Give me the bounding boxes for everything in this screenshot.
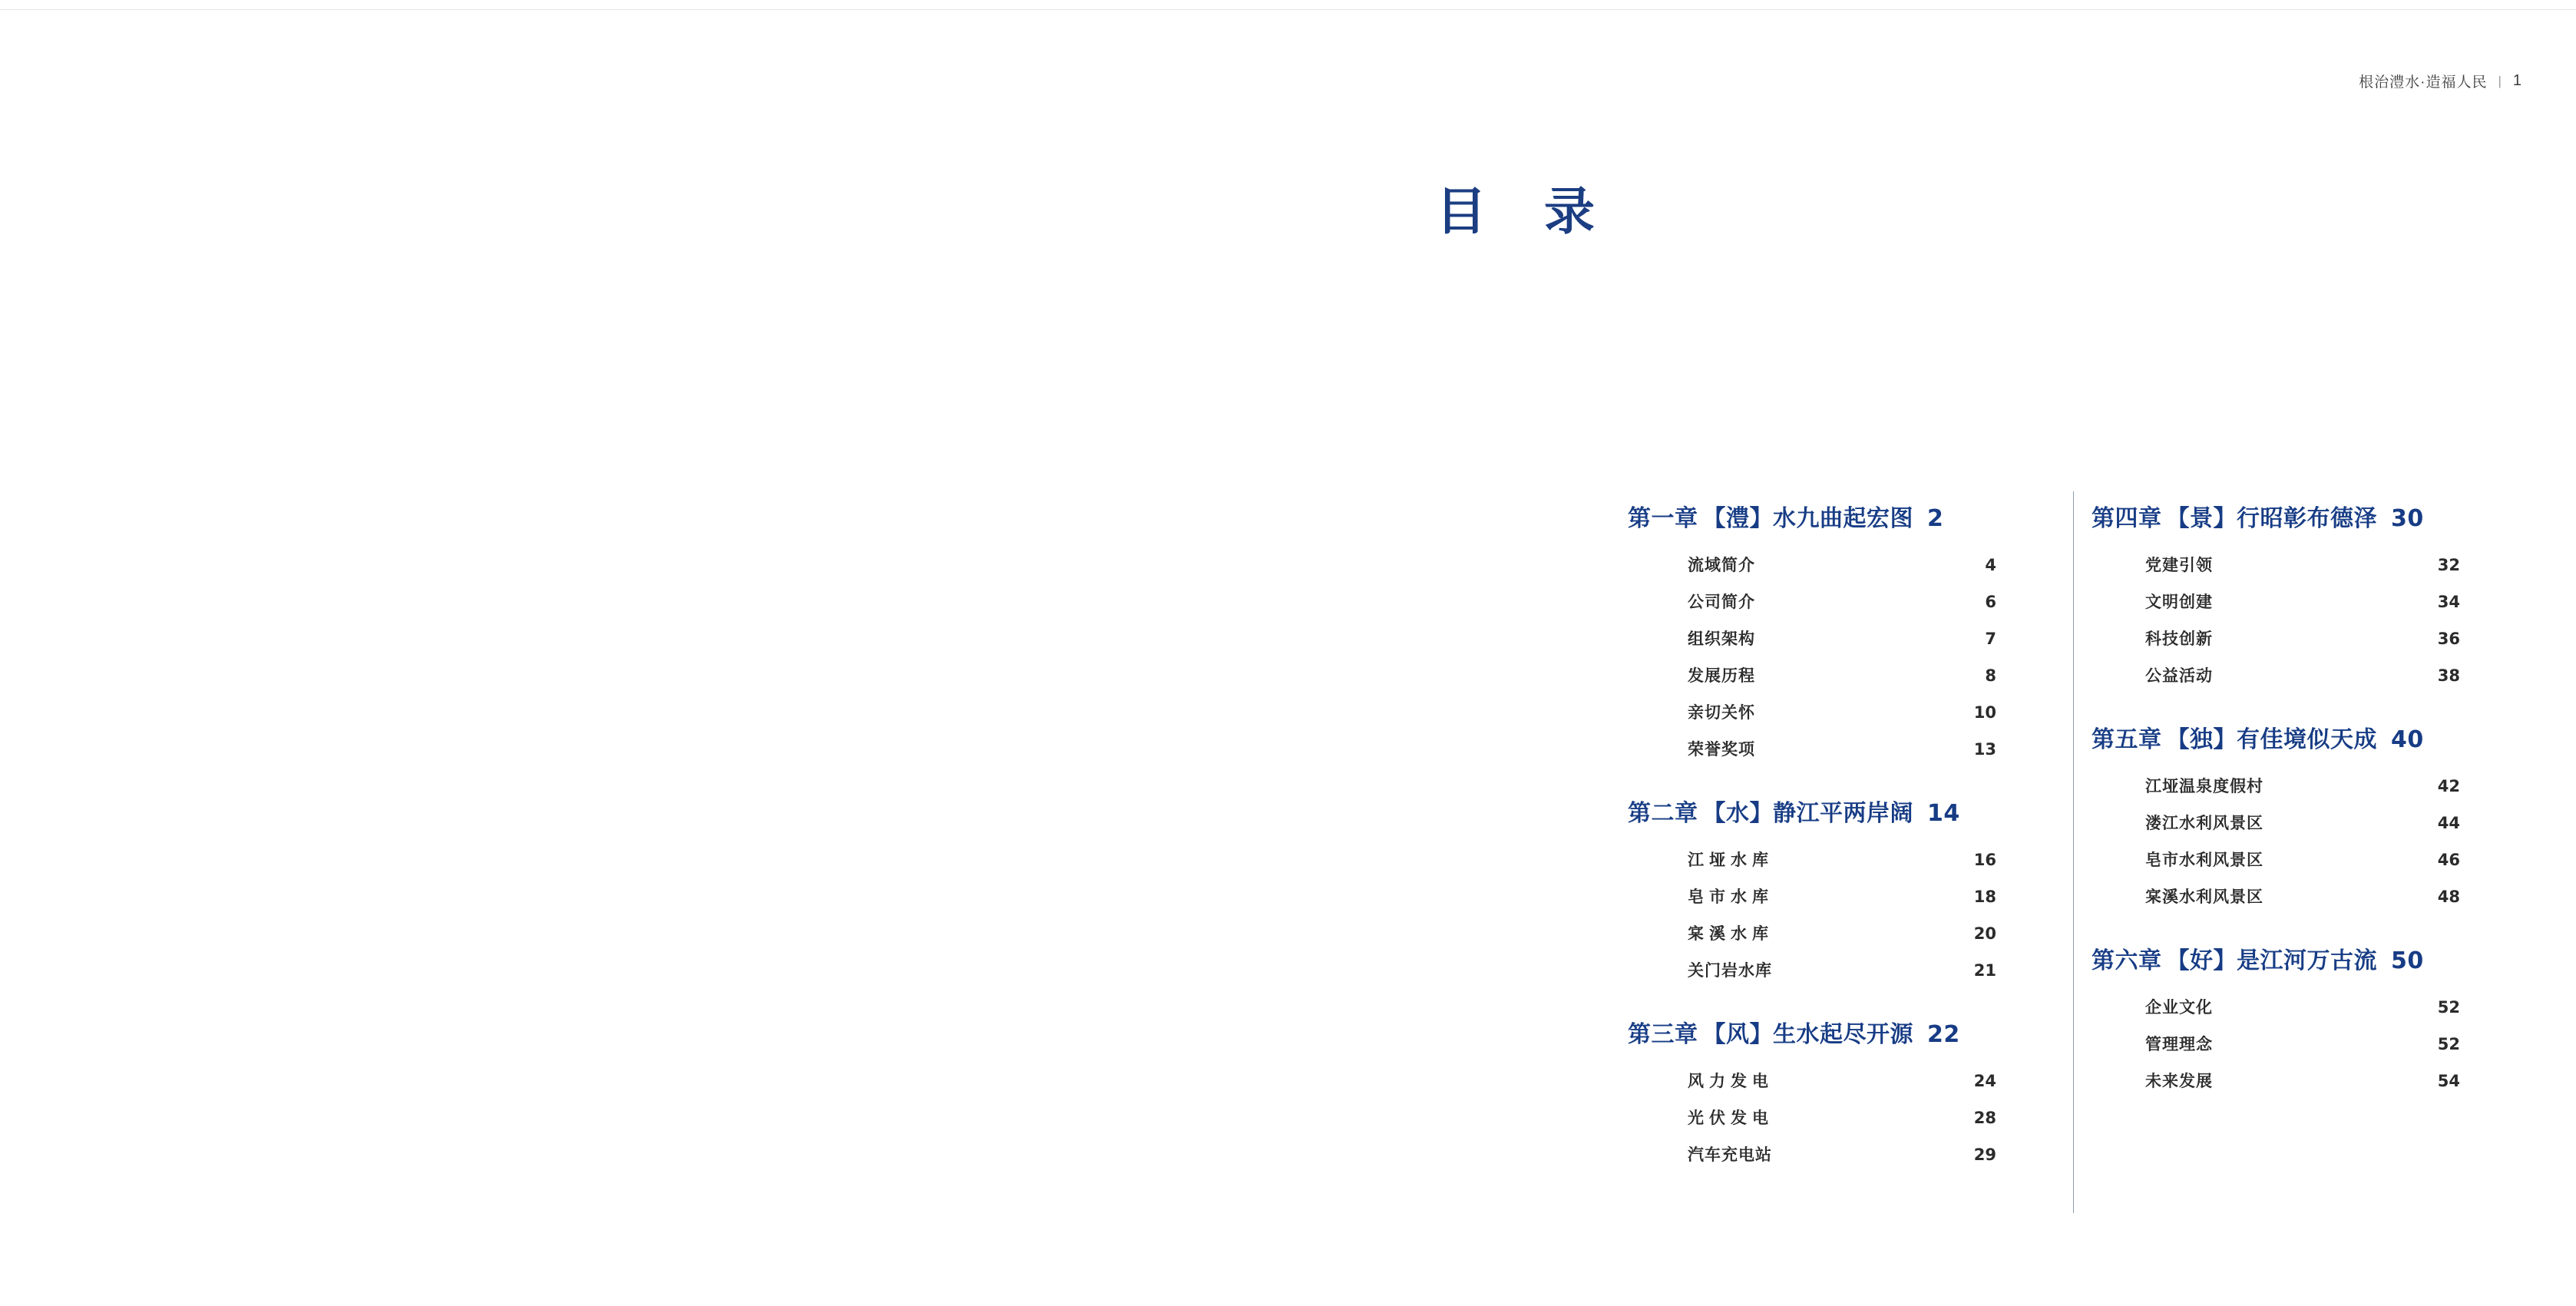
- toc-entry-name: 江垭水库: [1688, 851, 1774, 869]
- toc-entry-name: 组织架构: [1688, 630, 1755, 648]
- toc-entry-page: 42: [2437, 777, 2460, 795]
- toc-entry-list: [2092, 774, 2460, 908]
- toc-entry-page: 7: [1985, 630, 1996, 648]
- toc-entry-name: 未来发展: [2145, 1072, 2213, 1090]
- toc-entry[interactable]: [2145, 590, 2460, 613]
- toc-entry-page: 8: [1985, 666, 1996, 685]
- toc-entry-page: 18: [1973, 888, 1996, 906]
- toc-entry-page: 52: [2437, 998, 2460, 1017]
- toc-entry-page: 29: [1973, 1146, 1996, 1164]
- toc-chapter[interactable]: [2092, 499, 2460, 686]
- toc-chapter-heading[interactable]: [2092, 720, 2460, 754]
- toc-entry-page: 20: [1973, 924, 1996, 943]
- toc-chapter-title: 【独】有佳境似天成: [2166, 726, 2377, 753]
- toc-entry-page: 13: [1973, 740, 1996, 759]
- toc-entry-page: 24: [1973, 1072, 1996, 1090]
- toc-entry-page: 34: [2437, 593, 2460, 611]
- toc-entry-name: 发展历程: [1688, 666, 1755, 685]
- toc-column-right: [2044, 499, 2460, 1165]
- toc-entry[interactable]: [2145, 1032, 2460, 1055]
- toc-chapter[interactable]: [1628, 499, 1996, 760]
- running-header-page-number: 1: [2512, 72, 2522, 89]
- toc-entry[interactable]: [2145, 995, 2460, 1018]
- toc-entry-name: 汽车充电站: [1688, 1146, 1772, 1164]
- toc-entry[interactable]: [1688, 700, 1996, 723]
- toc-entry-name: 江垭温泉度假村: [2145, 777, 2264, 795]
- toc-chapter-heading[interactable]: [1628, 1015, 1996, 1049]
- toc-chapter-title: 【好】是江河万古流: [2166, 947, 2377, 974]
- toc-chapter-heading[interactable]: [2092, 941, 2460, 975]
- toc-entry-name: 亲切关怀: [1688, 703, 1755, 722]
- toc-entry-page: 48: [2437, 888, 2460, 906]
- running-header-text: 根治澧水·造福人民: [2359, 74, 2488, 91]
- toc-entry-name: 溇江水利风景区: [2145, 814, 2264, 832]
- toc-entry[interactable]: [2145, 553, 2460, 576]
- toc-entry-page: 36: [2437, 630, 2460, 648]
- toc-entry-page: 10: [1973, 703, 1996, 722]
- toc-entry-page: 52: [2437, 1035, 2460, 1053]
- toc-chapter[interactable]: [1628, 1015, 1996, 1165]
- toc-entry-page: 6: [1985, 593, 1996, 611]
- toc-entry[interactable]: [1688, 737, 1996, 760]
- toc-chapter-page: 50: [2391, 947, 2424, 974]
- toc-entry[interactable]: [1688, 1106, 1996, 1129]
- toc-chapter-label: 第四章: [2092, 505, 2162, 532]
- toc-entry-list: [2092, 553, 2460, 686]
- toc-chapter-title: 【景】行昭彰布德泽: [2166, 505, 2377, 532]
- running-header: [2359, 71, 2522, 91]
- toc-entry[interactable]: [2145, 774, 2460, 797]
- toc-chapter-page: 14: [1927, 800, 1960, 827]
- toc-entry-name: 风力发电: [1688, 1072, 1774, 1090]
- toc-entry-name: 公益活动: [2145, 666, 2213, 685]
- toc-entry-name: 管理理念: [2145, 1035, 2213, 1053]
- toc-entry-name: 光伏发电: [1688, 1109, 1774, 1127]
- toc-entry[interactable]: [2145, 663, 2460, 686]
- toc-chapter-heading[interactable]: [1628, 499, 1996, 533]
- toc-entry[interactable]: [1688, 884, 1996, 908]
- toc-entry[interactable]: [1688, 958, 1996, 981]
- page-title: 目 录: [1436, 182, 1615, 241]
- running-header-separator: |: [2498, 73, 2502, 88]
- toc-entry-page: 21: [1973, 961, 1996, 980]
- table-of-contents: [1628, 499, 2488, 1165]
- toc-chapter-label: 第六章: [2092, 947, 2162, 974]
- toc-entry[interactable]: [1688, 921, 1996, 944]
- toc-entry-page: 16: [1973, 851, 1996, 869]
- toc-entry-name: 宲溪水库: [1688, 924, 1774, 943]
- toc-column-left: [1628, 499, 2044, 1165]
- toc-chapter-page: 30: [2391, 505, 2424, 532]
- toc-entry-list: [1628, 553, 1996, 760]
- toc-chapter[interactable]: [2092, 720, 2460, 908]
- toc-entry-name: 皂市水库: [1688, 888, 1774, 906]
- toc-chapter-heading[interactable]: [2092, 499, 2460, 533]
- toc-chapter-page: 40: [2391, 726, 2424, 753]
- toc-entry-name: 科技创新: [2145, 630, 2213, 648]
- toc-entry-name: 关门岩水库: [1688, 961, 1772, 980]
- toc-entry[interactable]: [1688, 1069, 1996, 1092]
- toc-entry-page: 4: [1985, 556, 1996, 574]
- toc-entry[interactable]: [1688, 848, 1996, 871]
- toc-entry-page: 32: [2437, 556, 2460, 574]
- toc-entry-list: [1628, 1069, 1996, 1165]
- toc-chapter-label: 第五章: [2092, 726, 2162, 753]
- toc-entry-name: 公司简介: [1688, 593, 1755, 611]
- toc-entry[interactable]: [2145, 811, 2460, 834]
- toc-entry-page: 28: [1973, 1109, 1996, 1127]
- toc-entry-name: 企业文化: [2145, 998, 2213, 1017]
- toc-entry-page: 44: [2437, 814, 2460, 832]
- toc-entry[interactable]: [1688, 663, 1996, 686]
- toc-entry[interactable]: [2145, 627, 2460, 650]
- toc-chapter-title: 【澧】水九曲起宏图: [1702, 505, 1913, 532]
- toc-entry[interactable]: [1688, 590, 1996, 613]
- toc-chapter-page: 2: [1927, 505, 1944, 532]
- toc-chapter-heading[interactable]: [1628, 794, 1996, 828]
- toc-chapter-label: 第一章: [1628, 505, 1698, 532]
- toc-entry-name: 皂市水利风景区: [2145, 851, 2264, 869]
- toc-entry[interactable]: [2145, 1069, 2460, 1092]
- toc-entry-list: [2092, 995, 2460, 1092]
- toc-entry[interactable]: [2145, 884, 2460, 908]
- toc-entry-name: 文明创建: [2145, 593, 2213, 611]
- page-top-rule: [0, 9, 2576, 10]
- toc-chapter-page: 22: [1927, 1021, 1960, 1048]
- toc-entry[interactable]: [2145, 848, 2460, 871]
- toc-chapter-label: 第三章: [1628, 1021, 1698, 1048]
- toc-chapter-label: 第二章: [1628, 800, 1698, 827]
- toc-entry-name: 宲溪水利风景区: [2145, 888, 2264, 906]
- toc-entry-name: 荣誉奖项: [1688, 740, 1755, 759]
- toc-entry[interactable]: [1688, 1142, 1996, 1165]
- toc-entry-name: 党建引领: [2145, 556, 2213, 574]
- toc-entry[interactable]: [1688, 553, 1996, 576]
- toc-chapter-title: 【水】静江平两岸阔: [1702, 800, 1913, 827]
- toc-entry-page: 46: [2437, 851, 2460, 869]
- toc-entry-page: 38: [2437, 666, 2460, 685]
- toc-entry-page: 54: [2437, 1072, 2460, 1090]
- toc-entry-list: [1628, 848, 1996, 981]
- toc-chapter-title: 【风】生水起尽开源: [1702, 1021, 1913, 1048]
- toc-chapter[interactable]: [2092, 941, 2460, 1092]
- toc-entry-name: 流域简介: [1688, 556, 1755, 574]
- toc-entry[interactable]: [1688, 627, 1996, 650]
- toc-chapter[interactable]: [1628, 794, 1996, 981]
